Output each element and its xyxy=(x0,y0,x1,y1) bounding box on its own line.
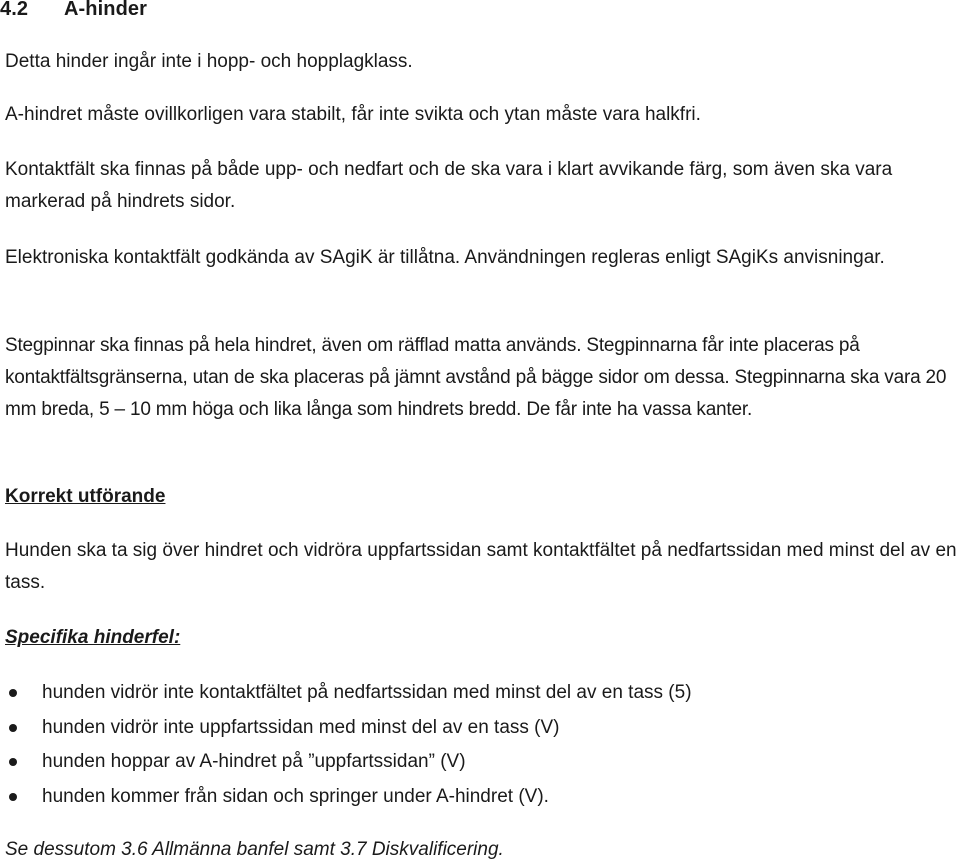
paragraph-slats: Stegpinnar ska finnas på hela hindret, även om räfflad matta används. Stegpinnarna får inte placeras på kontaktfältsgränserna, utan de ska placeras på jämnt avstånd på bägge sidor om dessa. Stegpinnarna ska vara 20 mm breda, 5 – 10 mm höga och lika långa som hindrets bredd. De får inte ha vassa kanter. xyxy=(5,335,947,420)
section-number: 4.2 xyxy=(0,0,29,20)
section-title: A-hinder xyxy=(64,0,148,20)
bullet-icon xyxy=(9,758,17,766)
paragraph-contact-zones: Kontaktfält ska finnas på både upp- och nedfart och de ska vara i klart avvikande färg, som även ska vara markerad på hindrets sidor. xyxy=(5,159,893,212)
paragraph-correct-execution: Hunden ska ta sig över hindret och vidröra uppfartssidan samt kontaktfältet på nedfartssidan med minst del av en tass. xyxy=(5,540,957,593)
faults-heading xyxy=(5,622,960,654)
see-also-note: Se dessutom 3.6 Allmänna banfel samt 3.7 Diskvalificering. xyxy=(5,839,504,860)
bullet-icon xyxy=(9,724,17,732)
paragraph-class-note: Detta hinder ingår inte i hopp- och hopplagklass. xyxy=(5,51,413,72)
list-item-text: hunden vidrör inte uppfartssidan med minst del av en tass (V) xyxy=(42,716,560,738)
list-item xyxy=(0,711,960,746)
bullet-icon xyxy=(9,793,17,801)
correct-execution-heading-text: Korrekt utförande xyxy=(5,486,166,507)
list-item xyxy=(0,780,960,815)
correct-execution-heading xyxy=(5,481,960,513)
list-item-text: hunden vidrör inte kontaktfältet på nedfartssidan med minst del av en tass (5) xyxy=(42,682,692,703)
faults-heading-text: Specifika hinderfel: xyxy=(5,627,181,648)
paragraph-stability: A-hindret måste ovillkorligen vara stabilt, får inte svikta och ytan måste vara halkfri. xyxy=(5,104,701,125)
list-item-text: hunden hoppar av A-hindret på ”uppfartssidan” (V) xyxy=(42,751,466,772)
bullet-icon xyxy=(9,689,17,697)
list-item xyxy=(0,676,960,711)
list-item xyxy=(0,745,960,780)
section-heading xyxy=(0,0,147,21)
paragraph-electronic-contacts: Elektroniska kontaktfält godkända av SAgiK är tillåtna. Användningen regleras enligt SAgiKs anvisningar. xyxy=(5,247,885,268)
faults-list xyxy=(0,676,960,814)
list-item-text: hunden kommer från sidan och springer under A-hindret (V). xyxy=(42,785,549,807)
